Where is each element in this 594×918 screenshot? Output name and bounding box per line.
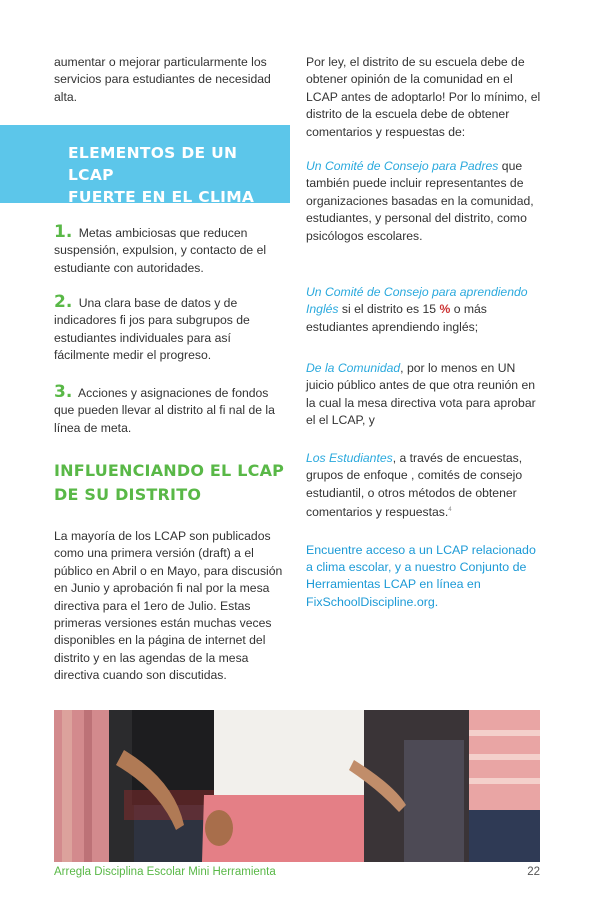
right-intro: Por ley, el distrito de su escuela debe de obtener opinión de la comunidad en el LCAP antes de adoptarlo! Por lo mínimo, el distrito de la escuela debe de obtener comentarios y respuestas de: bbox=[306, 55, 541, 139]
item-text: Una clara base de datos y de indicadores fi jos para subgrupos de estudiantes individuales para así fácilmente medir el progreso. bbox=[54, 296, 250, 363]
banner-title bbox=[68, 142, 288, 230]
section-body: La mayoría de los LCAP son publicados como una primera versión (draft) a el público en Abril o en Mayo, para discusión en Junio y aprobación fi nal por la mesa directiva para el 1ero de Julio. Estas primeras versiones están muchas veces disponibles en la página de internet del distrito y en las agendas de la mesa directiva cuando son discutidas. bbox=[54, 529, 283, 683]
percent-sign: % bbox=[439, 302, 451, 317]
english-committee-link[interactable]: Un Comité de Consejo para aprendiendo Inglés bbox=[306, 285, 528, 317]
footnote-marker: 4 bbox=[448, 507, 452, 514]
section-title-line2: DE SU DISTRITO bbox=[54, 485, 202, 504]
students-link[interactable]: Los Estudiantes bbox=[306, 451, 393, 465]
item-number: 2. bbox=[54, 292, 73, 312]
item-text: Acciones y asignaciones de fondos que pueden llevar al distrito al fi nal de la línea de meta. bbox=[54, 386, 275, 435]
footer-title: Arregla Disciplina Escolar Mini Herramienta bbox=[54, 866, 276, 878]
paragraph-text: , por lo menos en UN juicio público antes de que otra reunión en la cual la mesa directiva vota para aprobar el el LCAP, y bbox=[306, 361, 536, 428]
paragraph-text: o más estudiantes aprendiendo inglés; bbox=[306, 302, 487, 334]
list-item bbox=[54, 384, 288, 437]
paragraph-text: si el distrito es 15 bbox=[338, 302, 440, 317]
item-number: 3. bbox=[54, 382, 73, 402]
intro-tail: aumentar o mejorar particularmente los servicios para estudiantes de necesidad alta. bbox=[54, 55, 271, 104]
community-link[interactable]: De la Comunidad bbox=[306, 361, 401, 375]
paragraph-english-committee bbox=[306, 284, 542, 336]
list-item bbox=[54, 294, 288, 365]
banner-title-line2: FUERTE EN EL CLIMA ESCOLAR bbox=[68, 188, 255, 228]
item-text: Metas ambiciosas que reducen suspensión, expulsion, y contacto de el estudiante con autoridades. bbox=[54, 226, 267, 275]
paragraph-text: , a través de encuestas, grupos de enfoque , comités de consejo estudiantil, o otros métodos de obtener comentarios y respuestas. bbox=[306, 451, 523, 520]
paragraph-text: que también puede incluir representantes de organizaciones basadas en la comunidad, estudiantes, y personal del distrito, como psicólogos escolares. bbox=[306, 159, 534, 243]
item-number: 1. bbox=[54, 222, 73, 242]
paragraph-parents-committee bbox=[306, 158, 542, 245]
section-title bbox=[54, 459, 288, 507]
section-title-line1: INFLUENCIANDO EL LCAP bbox=[54, 461, 285, 480]
hands-photo-illustration bbox=[54, 710, 540, 862]
cta-link[interactable]: Encuentre acceso a un LCAP relacionado a clima escolar, y a nuestro Conjunto de Herramientas LCAP en línea en FixSchoolDiscipline.org. bbox=[306, 543, 536, 609]
page-number: 22 bbox=[527, 866, 540, 878]
parents-committee-link[interactable]: Un Comité de Consejo para Padres bbox=[306, 159, 499, 173]
paragraph-community bbox=[306, 360, 542, 430]
banner-title-line1: ELEMENTOS DE UN LCAP bbox=[68, 144, 238, 184]
list-item bbox=[54, 224, 288, 277]
paragraph-students bbox=[306, 450, 542, 522]
hands-photo bbox=[54, 710, 540, 862]
